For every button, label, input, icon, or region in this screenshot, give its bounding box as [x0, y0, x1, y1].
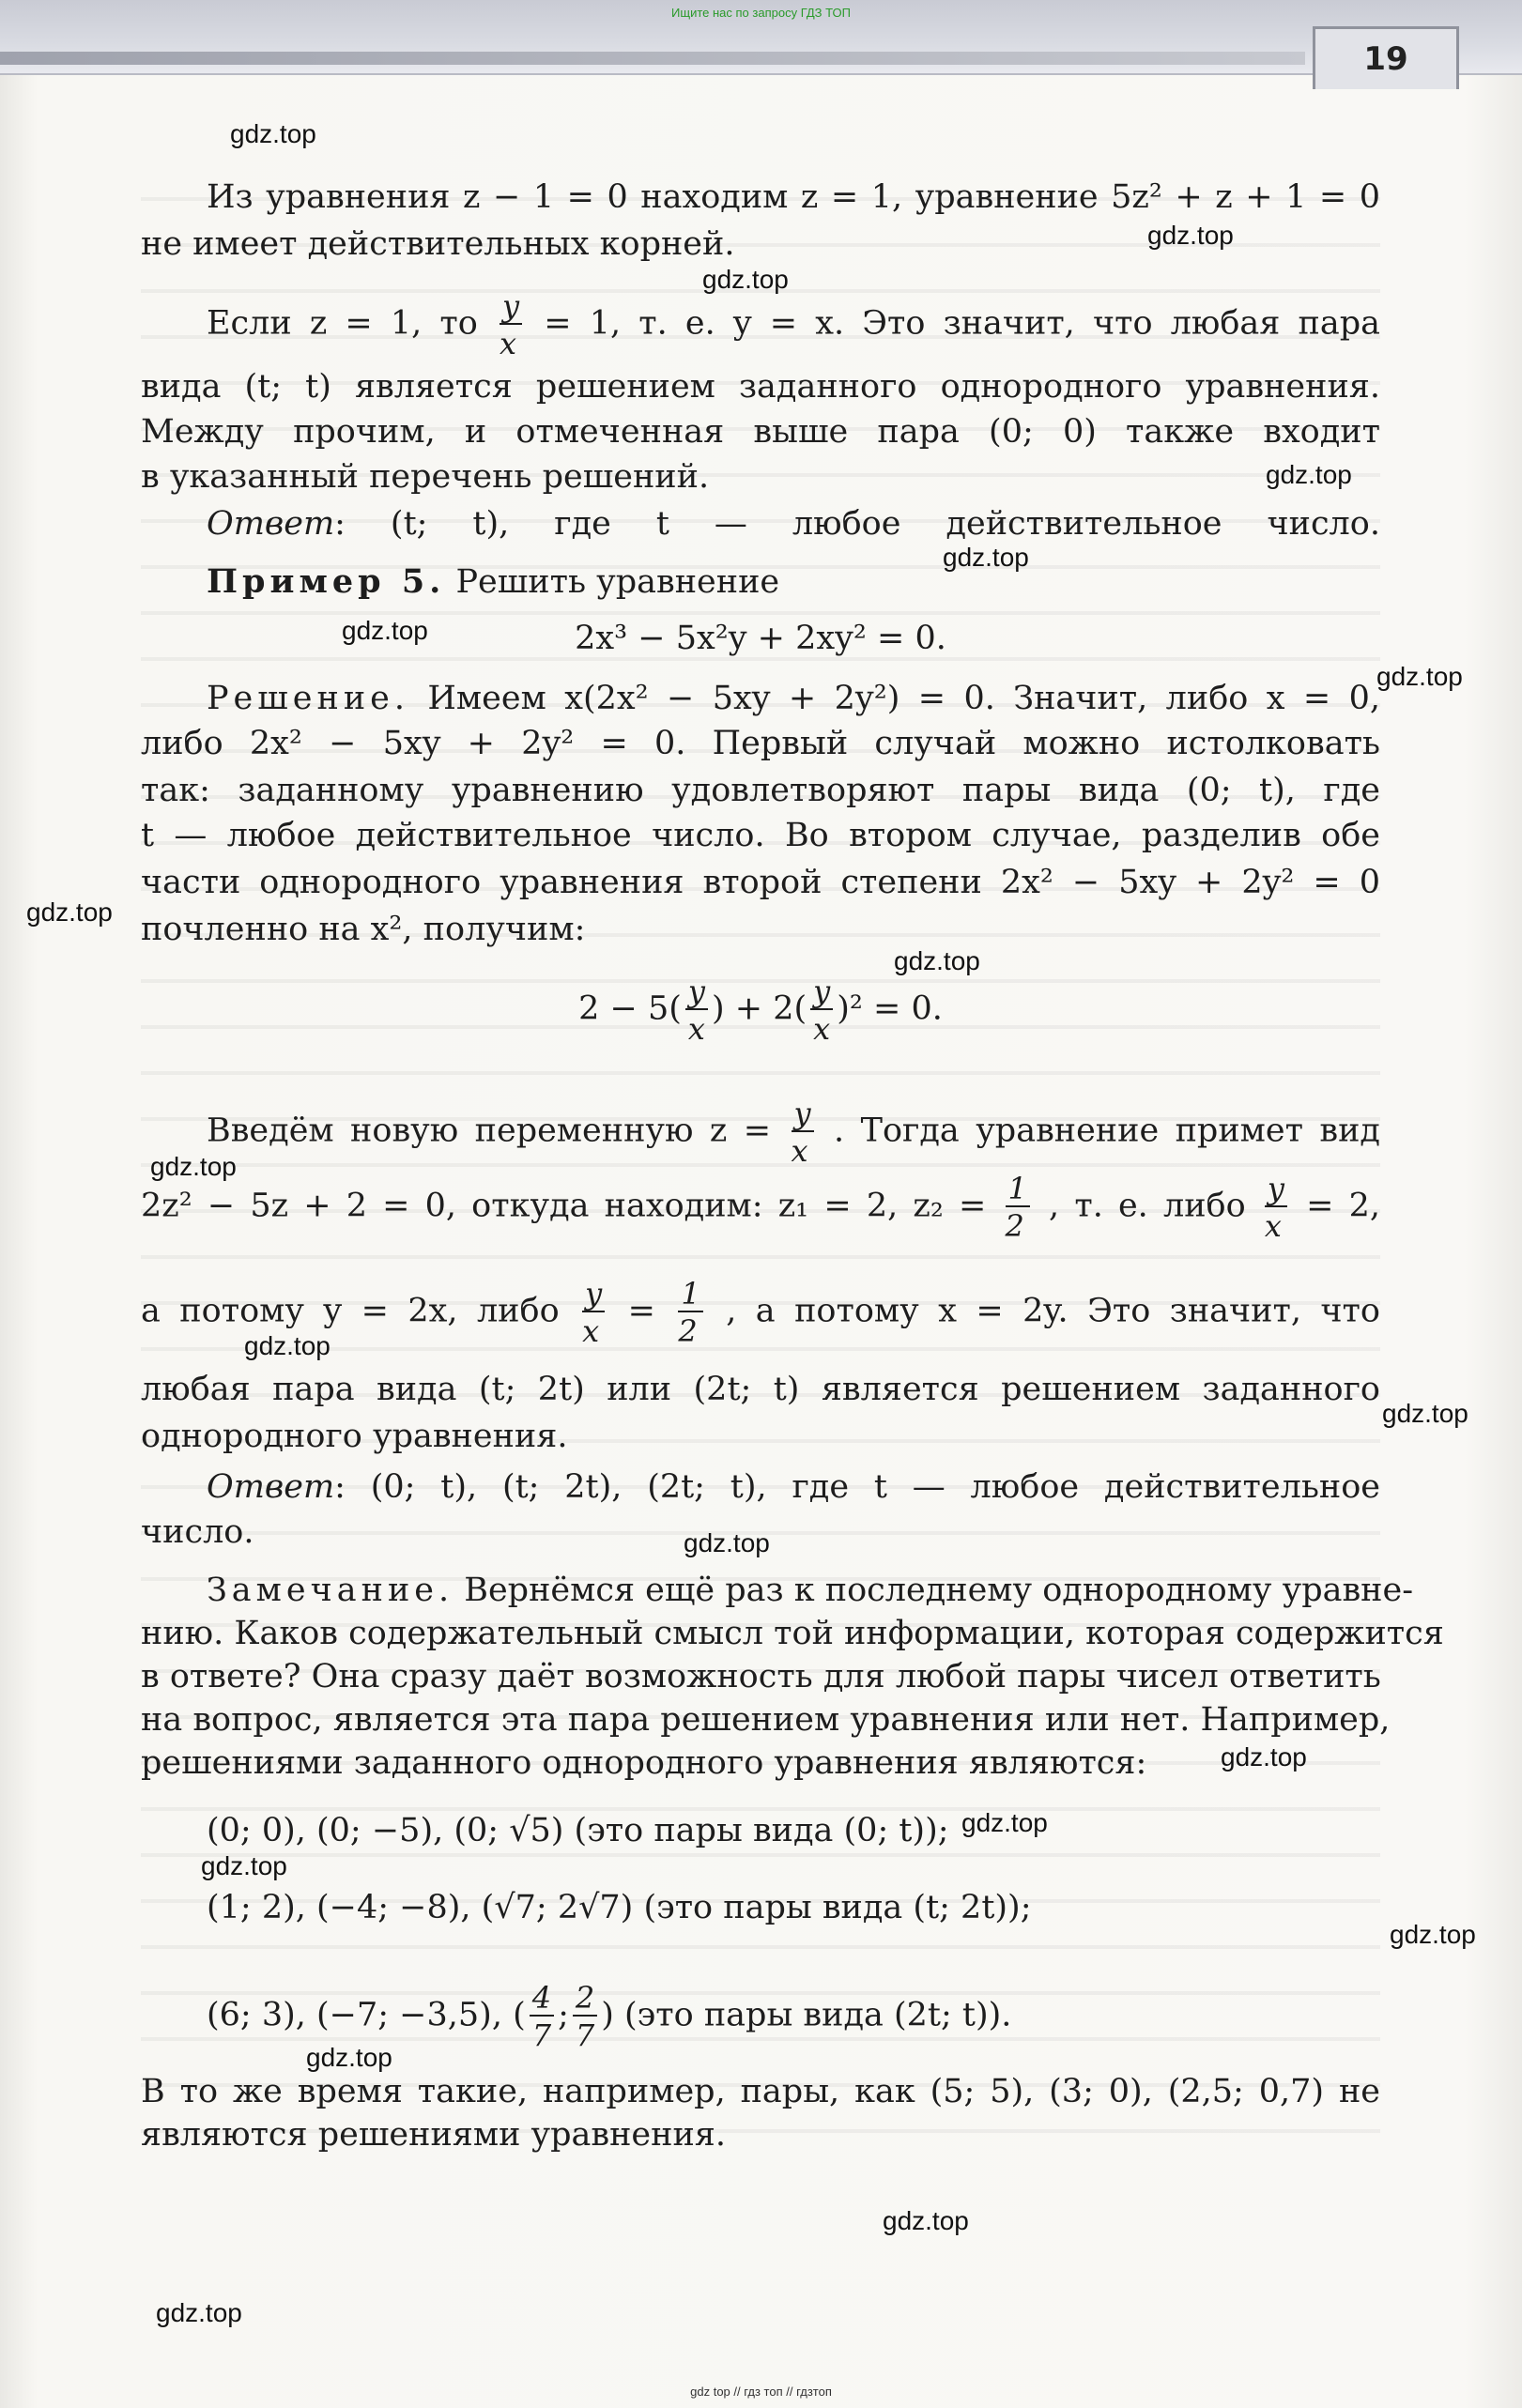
- watermark: gdz.top: [943, 543, 1029, 572]
- watermark: gdz.top: [201, 1851, 287, 1880]
- text-line: Из уравнения z − 1 = 0 находим z = 1, уравнение 5z² + z + 1 = 0: [207, 178, 1380, 216]
- text-line: в ответе? Она сразу даёт возможность для любой пары чисел ответить: [141, 1658, 1381, 1695]
- watermark: gdz.top: [26, 897, 113, 927]
- watermark: gdz.top: [1390, 1920, 1476, 1949]
- watermark: gdz.top: [230, 119, 316, 148]
- text-line: В то же время такие, например, пары, как (5; 5), (3; 0), (2,5; 0,7) не: [141, 2073, 1380, 2110]
- text-line: t — любое действительное число. Во втором случае, разделив обе: [141, 817, 1380, 854]
- answer-line: Ответ: (0; t), (t; 2t), (2t; t), где t — любое действительное: [207, 1468, 1380, 1506]
- text-line: части однородного уравнения второй степени 2x² − 5xy + 2y² = 0: [141, 864, 1380, 901]
- text-line: Между прочим, и отмеченная выше пара (0; 0) также входит: [141, 413, 1380, 451]
- example-pairs-line: (6; 3), (−7; −3,5), ( $\frac{4}{7}$ ; $\frac{2}{7}$ ) (это пары вида (2t; t)).: [207, 1980, 1012, 2053]
- example-pairs-line: (1; 2), (−4; −8), (√7; 2√7) (это пары вида (t; 2t));: [207, 1889, 1032, 1926]
- top-notice[interactable]: Ищите нас по запросу ГДЗ ТОП: [671, 6, 851, 20]
- watermark: gdz.top: [1147, 221, 1234, 250]
- watermark: gdz.top: [306, 2043, 392, 2072]
- watermark: gdz.top: [342, 616, 428, 645]
- watermark: gdz.top: [150, 1152, 237, 1181]
- text-line: нию. Каков содержательный смысл той информации, которая содержится: [141, 1615, 1444, 1652]
- text-line: являются решениями уравнения.: [141, 2116, 726, 2154]
- watermark: gdz.top: [1376, 662, 1463, 691]
- watermark: gdz.top: [1221, 1742, 1307, 1771]
- example-heading: Пример 5. Решить уравнение: [207, 562, 780, 601]
- text-line: однородного уравнения.: [141, 1418, 568, 1455]
- watermark: gdz.top: [1382, 1399, 1468, 1428]
- text-line: так: заданному уравнению удовлетворяют пары вида (0; t), где: [141, 772, 1380, 809]
- fraction: $\frac{y}{x}$: [500, 291, 522, 359]
- text-line-with-fractions: а потому y = 2x, либо $\frac{y}{x}$ = $\frac{1}{2}$ , а потому x = 2y. Это значит, что: [141, 1276, 1380, 1349]
- page-number-box: [1313, 26, 1459, 89]
- watermark: gdz.top: [883, 2206, 969, 2235]
- text-line-with-fraction: Если z = 1, то $\frac{y}{x}$ = 1, т. е. y = x. Это значит, что любая пара: [207, 288, 1380, 361]
- text-line: любая пара вида (t; 2t) или (2t; t) является решением заданного: [141, 1371, 1380, 1408]
- solution-line: Решение. Имеем x(2x² − 5xy + 2y²) = 0. Значит, либо x = 0,: [207, 680, 1380, 717]
- text-line-with-fractions: 2z² − 5z + 2 = 0, откуда находим: z₁ = 2, z₂ = $\frac{1}{2}$ , т. е. либо $\frac{y}{x}$ = 2,: [141, 1171, 1380, 1244]
- text-line: решениями заданного однородного уравнения являются:: [141, 1744, 1147, 1782]
- watermark: gdz.top: [684, 1528, 770, 1557]
- text-line: в указанный перечень решений.: [141, 458, 710, 496]
- text-line: не имеет действительных корней.: [141, 225, 735, 263]
- watermark: gdz.top: [961, 1808, 1048, 1837]
- watermark: gdz.top: [1266, 460, 1352, 489]
- answer-line: Ответ: (t; t), где t — любое действительное число.: [207, 505, 1380, 543]
- text-line: вида (t; t) является решением заданного однородного уравнения.: [141, 368, 1380, 406]
- page-number: 19: [1363, 40, 1408, 78]
- header-stripe: [0, 52, 1305, 65]
- text-line: число.: [141, 1513, 254, 1551]
- text-line: на вопрос, является эта пара решением уравнения или нет. Например,: [141, 1701, 1391, 1739]
- text-line: либо 2x² − 5xy + 2y² = 0. Первый случай можно истолковать: [141, 725, 1380, 762]
- remark-line: Замечание. Вернёмся ещё раз к последнему однородному уравне-: [207, 1572, 1414, 1609]
- watermark: gdz.top: [894, 946, 980, 975]
- text-line-with-fraction: Введём новую переменную z = $\frac{y}{x}$ . Тогда уравнение примет вид: [207, 1096, 1380, 1169]
- equation: 2x³ − 5x²y + 2xy² = 0.: [575, 620, 946, 657]
- watermark: gdz.top: [156, 2298, 242, 2327]
- watermark: gdz.top: [702, 265, 789, 294]
- watermark: gdz.top: [244, 1331, 331, 1360]
- equation-with-fractions: 2 − 5( $\frac{y}{x}$ ) + 2( $\frac{y}{x}$ )² = 0.: [578, 974, 943, 1047]
- text-line: почленно на x², получим:: [141, 911, 586, 948]
- footer-notice[interactable]: gdz top // гдз топ // гдзтоп: [690, 2385, 832, 2399]
- example-pairs-line: (0; 0), (0; −5), (0; √5) (это пары вида (0; t));: [207, 1812, 949, 1849]
